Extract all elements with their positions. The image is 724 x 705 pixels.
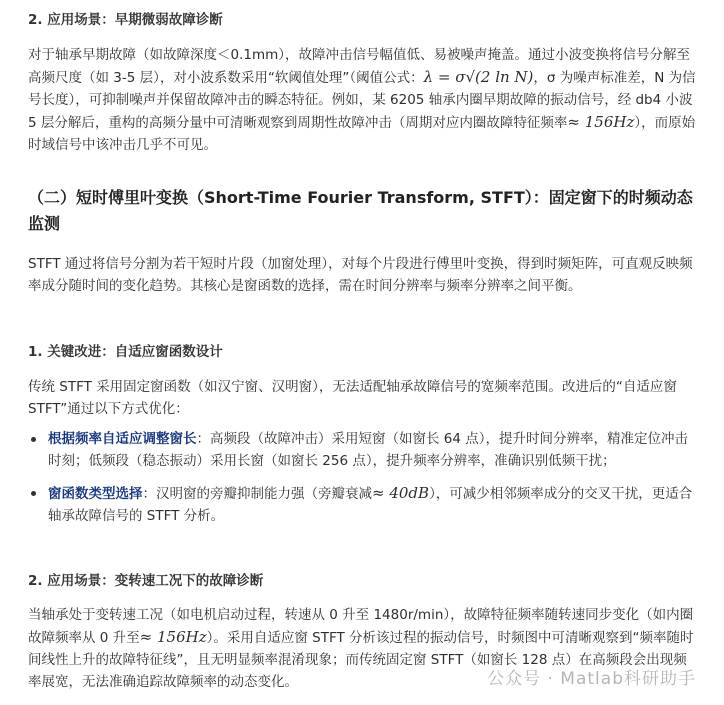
bullet-dot-icon <box>31 491 36 496</box>
list-item: 根据频率自适应调整窗长：高频段（故障冲击）采用短窗（如窗长 64 点），提升时间分辨率，精准定位冲击时刻；低频段（稳态振动）采用长窗（如窗长 256 点），提升频率分辨率，准确识别低频干扰； <box>28 428 696 472</box>
watermark: 公众号 · Matlab科研助手 <box>487 669 696 689</box>
paragraph-adaptive-intro: 传统 STFT 采用固定窗函数（如汉宁窗、汉明窗），无法适配轴承故障信号的宽频率范围。改进后的“自适应窗 STFT”通过以下方式优化： <box>28 379 677 417</box>
paragraph-variable-speed: 当轴承处于变转速工况（如电机启动过程，转速从 0 升至 1480r/min），故障特征频率随转速同步变化（如内圈故障频率从 0 升至≈ 156Hz）。采用自适应窗 STFT 分析该过程的振动信号，时频图中可清晰观察到“频率随时间线性上升的故障特征线”，且无明显频率混淆现象；而传统固定窗 STFT（如窗长 128 点）在高频段会出现频率展宽，无法准确追踪故障频率的动态变化。 <box>28 607 694 690</box>
paragraph-wavelet-denoise: 对于轴承早期故障（如故障深度＜0.1mm），故障冲击信号幅值低、易被噪声掩盖。通过小波变换将信号分解至高频尺度（如 3-5 层），对小波系数采用“软阈值处理”（阈值公式：λ = σ√(2 ln N)，σ 为噪声标准差，N 为信号长度），可抑制噪声并保留故障冲击的瞬态特征。例如，某 6205 轴承内圈早期故障的振动信号，经 db4 小波 5 层分解后，重构的高频分量中可清晰观察到周期性故障冲击（周期对应内圈故障特征频率≈ 156Hz），而原始时域信号中该冲击几乎不可见。 <box>28 47 696 153</box>
bullet-dot-icon <box>31 437 36 442</box>
threshold-formula: λ = σ√(2 ln N) <box>423 68 534 86</box>
list-item: 窗函数类型选择：汉明窗的旁瓣抑制能力强（旁瓣衰减≈ 40dB），可减少相邻频率成分的交叉干扰，更适合轴承故障信号的 STFT 分析。 <box>28 482 696 527</box>
stft-section-title: （二）短时傅里叶变换（Short-Time Fourier Transform, STFT）：固定窗下的时频动态监测 <box>28 188 693 233</box>
adaptive-window-list <box>28 428 696 527</box>
section-heading-adaptive-window: 1. 关键改进：自适应窗函数设计 <box>28 344 223 360</box>
fault-frequency: ≈ 156Hz <box>139 628 207 646</box>
sidelobe-attenuation: ≈ 40dB <box>372 484 430 502</box>
section-heading-variable-speed: 2. 应用场景：变转速工况下的故障诊断 <box>28 573 264 589</box>
section-heading-early-fault: 2. 应用场景：早期微弱故障诊断 <box>28 12 223 28</box>
paragraph-stft-intro: STFT 通过将信号分割为若干短时片段（加窗处理），对每个片段进行傅里叶变换，得到时频矩阵，可直观反映频率成分随时间的变化趋势。其核心是窗函数的选择，需在时间分辨率与频率分辨率之间平衡。 <box>28 256 693 294</box>
inner-race-frequency: ≈ 156Hz <box>567 113 635 131</box>
